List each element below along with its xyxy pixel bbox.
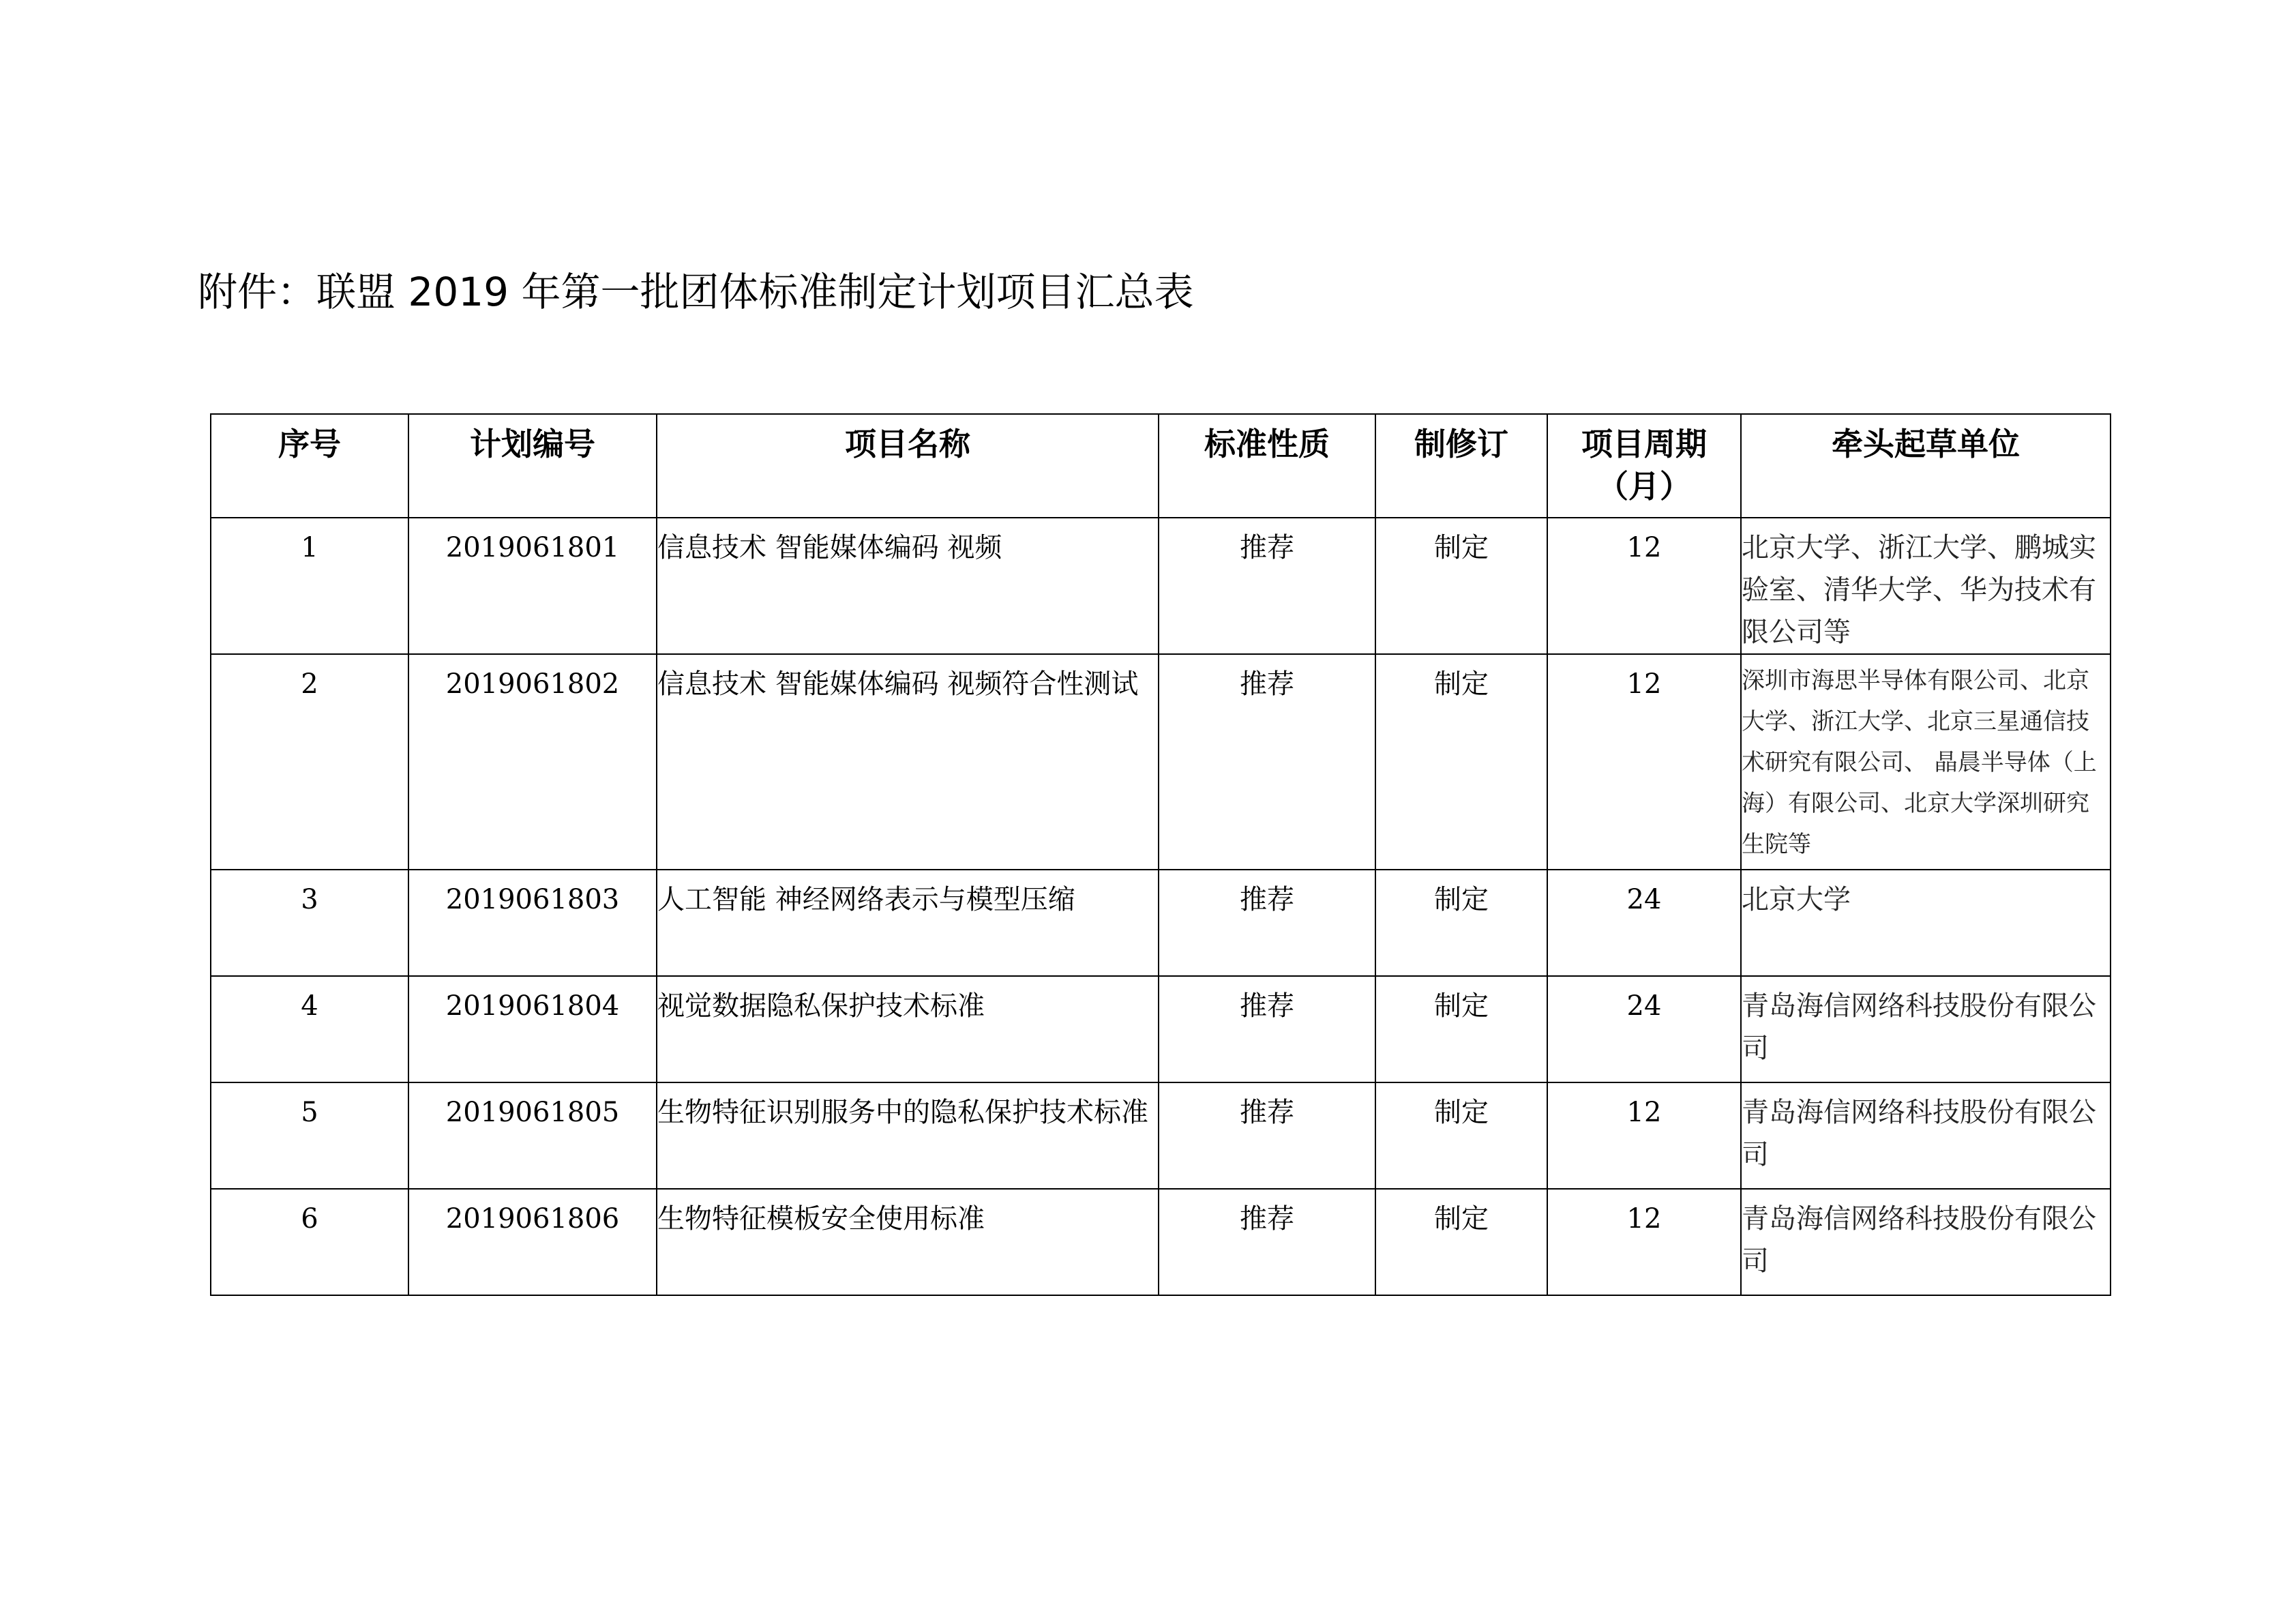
cell-period: 12 bbox=[1547, 1082, 1741, 1189]
cell-lead-unit: 深圳市海思半导体有限公司、北京大学、浙江大学、北京三星通信技术研究有限公司、 晶晨半导体（上海）有限公司、北京大学深圳研究生院等 bbox=[1741, 654, 2111, 870]
cell-revision: 制定 bbox=[1375, 976, 1547, 1082]
cell-revision: 制定 bbox=[1375, 1082, 1547, 1189]
table-row bbox=[211, 1189, 2111, 1295]
cell-lead-unit: 北京大学、浙江大学、鹏城实验室、清华大学、华为技术有限公司等 bbox=[1741, 518, 2111, 654]
cell-project-name: 人工智能 神经网络表示与模型压缩 bbox=[657, 870, 1159, 976]
cell-plan-no: 2019061801 bbox=[408, 518, 657, 654]
cell-nature: 推荐 bbox=[1159, 1082, 1375, 1189]
cell-lead-unit: 青岛海信网络科技股份有限公司 bbox=[1741, 1189, 2111, 1295]
cell-seq: 4 bbox=[211, 976, 408, 1082]
header-period: 项目周期（月） bbox=[1547, 414, 1741, 518]
cell-nature: 推荐 bbox=[1159, 1189, 1375, 1295]
cell-seq: 6 bbox=[211, 1189, 408, 1295]
cell-project-name: 视觉数据隐私保护技术标准 bbox=[657, 976, 1159, 1082]
header-plan-no: 计划编号 bbox=[408, 414, 657, 518]
cell-plan-no: 2019061802 bbox=[408, 654, 657, 870]
cell-nature: 推荐 bbox=[1159, 518, 1375, 654]
header-project-name: 项目名称 bbox=[657, 414, 1159, 518]
table-row bbox=[211, 1082, 2111, 1189]
header-nature: 标准性质 bbox=[1159, 414, 1375, 518]
cell-seq: 5 bbox=[211, 1082, 408, 1189]
cell-revision: 制定 bbox=[1375, 870, 1547, 976]
cell-plan-no: 2019061805 bbox=[408, 1082, 657, 1189]
cell-nature: 推荐 bbox=[1159, 976, 1375, 1082]
header-revision: 制修订 bbox=[1375, 414, 1547, 518]
cell-plan-no: 2019061803 bbox=[408, 870, 657, 976]
cell-lead-unit: 北京大学 bbox=[1741, 870, 2111, 976]
cell-lead-unit: 青岛海信网络科技股份有限公司 bbox=[1741, 976, 2111, 1082]
header-seq: 序号 bbox=[211, 414, 408, 518]
header-lead-unit: 牵头起草单位 bbox=[1741, 414, 2111, 518]
cell-period: 24 bbox=[1547, 870, 1741, 976]
table-row bbox=[211, 518, 2111, 654]
cell-revision: 制定 bbox=[1375, 1189, 1547, 1295]
table-header-row bbox=[211, 414, 2111, 518]
page-title: 附件：联盟 2019 年第一批团体标准制定计划项目汇总表 bbox=[198, 269, 1194, 315]
cell-period: 12 bbox=[1547, 518, 1741, 654]
cell-revision: 制定 bbox=[1375, 518, 1547, 654]
table-row bbox=[211, 654, 2111, 870]
table-row bbox=[211, 870, 2111, 976]
cell-period: 12 bbox=[1547, 1189, 1741, 1295]
cell-seq: 3 bbox=[211, 870, 408, 976]
cell-seq: 1 bbox=[211, 518, 408, 654]
cell-lead-unit: 青岛海信网络科技股份有限公司 bbox=[1741, 1082, 2111, 1189]
cell-seq: 2 bbox=[211, 654, 408, 870]
cell-project-name: 信息技术 智能媒体编码 视频符合性测试 bbox=[657, 654, 1159, 870]
cell-plan-no: 2019061804 bbox=[408, 976, 657, 1082]
cell-plan-no: 2019061806 bbox=[408, 1189, 657, 1295]
cell-nature: 推荐 bbox=[1159, 870, 1375, 976]
cell-revision: 制定 bbox=[1375, 654, 1547, 870]
project-summary-table bbox=[210, 413, 2111, 1296]
cell-period: 24 bbox=[1547, 976, 1741, 1082]
cell-project-name: 生物特征模板安全使用标准 bbox=[657, 1189, 1159, 1295]
cell-period: 12 bbox=[1547, 654, 1741, 870]
table-row bbox=[211, 976, 2111, 1082]
cell-project-name: 信息技术 智能媒体编码 视频 bbox=[657, 518, 1159, 654]
cell-project-name: 生物特征识别服务中的隐私保护技术标准 bbox=[657, 1082, 1159, 1189]
cell-nature: 推荐 bbox=[1159, 654, 1375, 870]
